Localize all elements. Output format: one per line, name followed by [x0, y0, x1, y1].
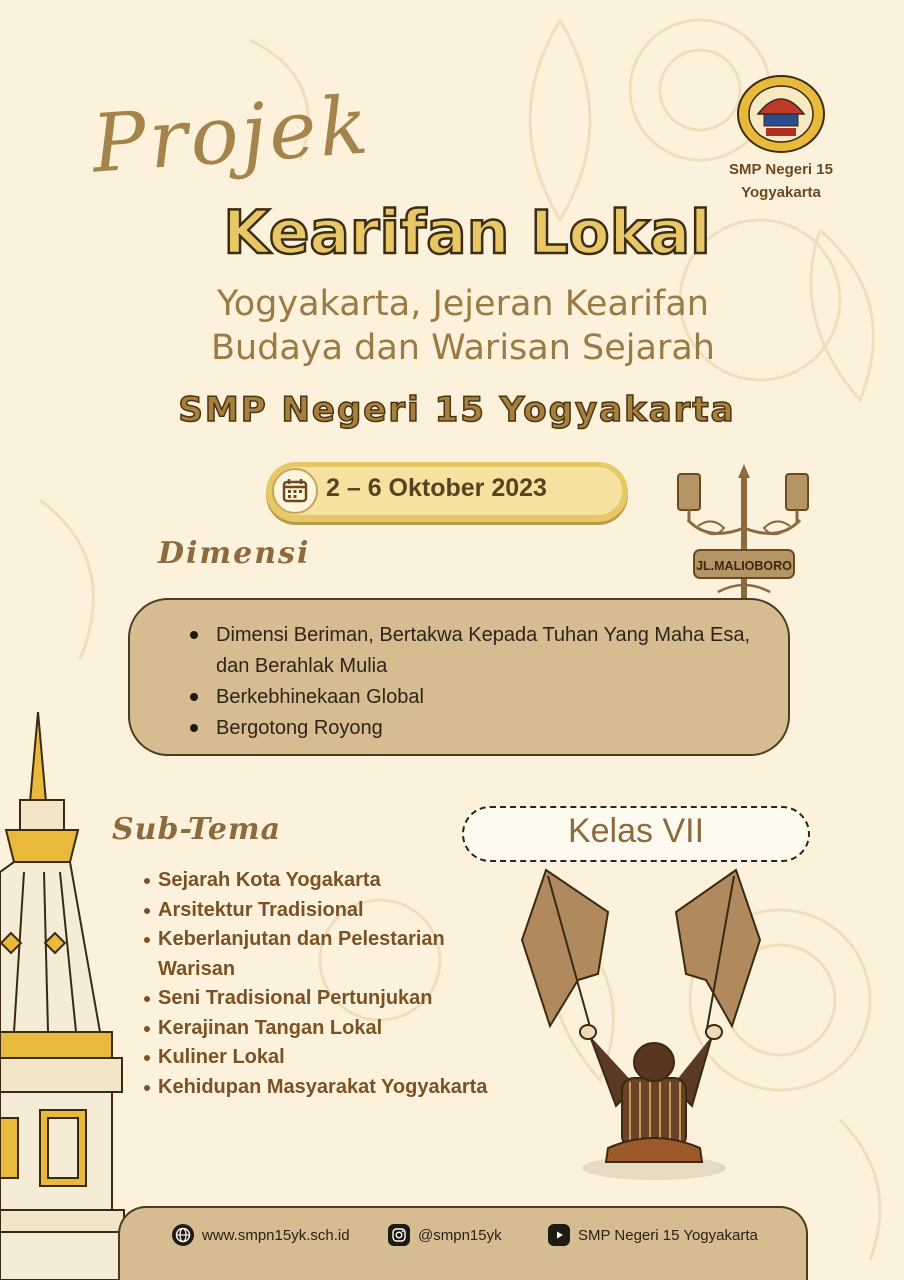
- globe-icon: [172, 1224, 194, 1246]
- subtitle: [0, 282, 904, 370]
- footer-instagram[interactable]: [388, 1224, 502, 1246]
- list-item: Berkebhinekaan Global: [190, 682, 770, 713]
- youtube-icon: [548, 1224, 570, 1246]
- script-title: Projek: [89, 78, 374, 191]
- list-item: Bergotong Royong: [190, 713, 770, 744]
- youtube-text[interactable]: SMP Negeri 15 Yogyakarta: [578, 1226, 758, 1244]
- instagram-text[interactable]: @smpn15yk: [418, 1226, 502, 1244]
- subtema-label: Sub-Tema: [112, 812, 282, 847]
- website-text[interactable]: www.smpn15yk.sch.id: [202, 1226, 350, 1244]
- list-item: Keberlanjutan dan Pelestarian Warisan: [142, 925, 502, 984]
- school-emblem-icon: [736, 74, 826, 154]
- main-title: Kearifan Lokal: [223, 198, 711, 268]
- subtema-list: [142, 866, 502, 1102]
- school-banner: SMP Negeri 15 Yogyakarta: [178, 390, 736, 430]
- kelas-label: Kelas VII: [567, 812, 705, 850]
- list-item: Seni Tradisional Pertunjukan: [142, 984, 502, 1014]
- street-sign-text: JL.MALIOBORO: [696, 559, 792, 573]
- dimensi-list: [190, 620, 770, 744]
- street-lamp-icon: [668, 462, 818, 612]
- list-item: Kuliner Lokal: [142, 1043, 502, 1073]
- logo-caption-line-1: SMP Negeri 15: [729, 161, 833, 178]
- list-item: Dimensi Beriman, Bertakwa Kepada Tuhan Yang Maha Esa, dan Berahlak Mulia: [190, 620, 770, 682]
- footer-website[interactable]: [172, 1224, 350, 1246]
- performer-illustration-icon: [516, 866, 766, 1186]
- event-date: 2 – 6 Oktober 2023: [326, 474, 547, 502]
- logo-caption-line-2: Yogyakarta: [741, 184, 821, 201]
- calendar-icon: [272, 468, 318, 514]
- list-item: Kehidupan Masyarakat Yogyakarta: [142, 1073, 502, 1103]
- list-item: Arsitektur Tradisional: [142, 896, 502, 926]
- logo-caption: [700, 158, 862, 204]
- list-item: Kerajinan Tangan Lokal: [142, 1014, 502, 1044]
- subtitle-line-2: Budaya dan Warisan Sejarah: [211, 328, 715, 368]
- dimensi-label: Dimensi: [158, 536, 311, 571]
- list-item: Sejarah Kota Yogakarta: [142, 866, 502, 896]
- school-logo: [736, 74, 826, 154]
- instagram-icon: [388, 1224, 410, 1246]
- footer-youtube[interactable]: [548, 1224, 758, 1246]
- subtitle-line-1: Yogyakarta, Jejeran Kearifan: [217, 284, 709, 324]
- tugu-monument-icon: [0, 712, 130, 1280]
